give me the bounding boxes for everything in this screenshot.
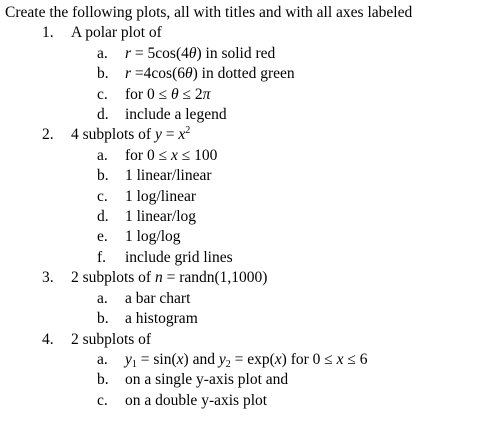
subtask-item: [5, 105, 501, 125]
text-fragment: on a single y-axis plot and: [125, 371, 289, 389]
task-text: [71, 269, 267, 286]
subtask-letter: b.: [97, 65, 109, 83]
subtask-letter: d.: [97, 208, 109, 226]
text-fragment: ) and: [183, 350, 219, 368]
text-fragment: include grid lines: [125, 248, 233, 266]
task-item-3: [5, 268, 501, 288]
text-fragment: include a legend: [125, 106, 227, 124]
text-fragment: ) for 0 ≤: [281, 350, 337, 368]
math-variable: θ: [188, 44, 197, 62]
subtask-item: [5, 248, 501, 268]
task-item-4: [5, 330, 501, 350]
subtask-text: [125, 290, 190, 307]
subtask-item: [5, 370, 501, 390]
math-exponent: 2: [185, 125, 191, 137]
math-variable: y: [218, 350, 226, 368]
task-item-1: [5, 23, 501, 43]
math-variable: y: [125, 350, 132, 368]
text-fragment: ) in dotted green: [192, 65, 295, 83]
subtask-letter: b.: [97, 371, 109, 389]
text-fragment: for 0 ≤: [125, 85, 171, 103]
subtask-item: [5, 166, 501, 186]
subtask-item: [5, 227, 501, 247]
text-fragment: 1 log/log: [125, 228, 181, 246]
subtask-text: [125, 106, 227, 123]
math-variable: π: [202, 85, 211, 103]
math-variable: y: [154, 126, 162, 144]
text-fragment: 2 subplots of: [71, 269, 155, 287]
subtask-letter: c.: [97, 187, 108, 205]
math-variable: θ: [185, 65, 193, 83]
subtask-item: [5, 44, 501, 64]
text-fragment: ) in solid red: [196, 44, 276, 62]
text-fragment: 4 subplots of: [71, 126, 155, 144]
subtask-letter: a.: [97, 289, 108, 307]
subtask-text: [125, 147, 217, 164]
subtask-item: [5, 289, 501, 309]
task-number: 4.: [42, 330, 54, 348]
math-variable: x: [176, 350, 184, 368]
subtask-letter: a.: [97, 44, 108, 62]
math-variable: r: [125, 65, 132, 83]
text-fragment: ≤ 2: [178, 85, 203, 103]
plot-task-list: [5, 23, 501, 411]
subtask-letter: b.: [97, 167, 109, 185]
math-variable: x: [178, 126, 186, 144]
subtask-text: [125, 208, 196, 225]
subtask-item: [5, 309, 501, 329]
subtask-item: [5, 207, 501, 227]
text-fragment: = 5cos(4: [131, 44, 189, 62]
subtask-letter: c.: [97, 391, 108, 409]
subtask-letter: a.: [97, 146, 108, 164]
subtask-item: [5, 64, 501, 84]
subtask-text: [125, 188, 196, 205]
subtask-text: [125, 371, 288, 388]
task-text: 2 subplots of: [71, 330, 152, 348]
subtask-letter: e.: [97, 228, 108, 246]
subtask-letter: d.: [97, 106, 109, 124]
subtask-text: [125, 249, 233, 266]
subtask-text: [125, 86, 210, 103]
subtask-item: [5, 187, 501, 207]
assignment-heading: Create the following plots, all with titles and with all axes labeled: [5, 4, 413, 21]
text-fragment: 1 log/linear: [125, 187, 197, 205]
subtask-text: [125, 65, 295, 82]
task-number: 3.: [42, 269, 54, 287]
math-variable: x: [170, 146, 178, 164]
task-item-2: [5, 125, 501, 145]
subtask-text: [125, 392, 267, 409]
subtask-letter: c.: [97, 85, 108, 103]
subtask-text: [125, 228, 181, 245]
text-fragment: ≤ 100: [177, 146, 218, 164]
subtask-text: [125, 167, 212, 184]
text-fragment: ≤ 6: [343, 350, 368, 368]
subtask-letter: b.: [97, 310, 109, 328]
subtask-item: [5, 350, 501, 370]
math-variable: r: [125, 44, 132, 62]
subtask-text: [125, 45, 275, 62]
math-variable: x: [336, 350, 344, 368]
task-number: 1.: [42, 24, 54, 42]
subtask-text: [125, 351, 368, 368]
text-fragment: = sin(: [136, 350, 177, 368]
subtask-item: [5, 146, 501, 166]
text-fragment: 1 linear/log: [125, 208, 197, 226]
task-number: 2.: [42, 126, 54, 144]
math-variable: θ: [170, 85, 179, 103]
task-text: A polar plot of: [71, 24, 162, 42]
text-fragment: a histogram: [125, 310, 198, 328]
text-fragment: for 0 ≤: [125, 146, 171, 164]
text-fragment: =4cos(6: [131, 65, 185, 83]
text-fragment: a bar chart: [125, 289, 191, 307]
math-subscript: 2: [225, 358, 231, 370]
subtask-text: [125, 310, 198, 327]
math-variable: n: [154, 269, 163, 287]
subtask-letter: f.: [97, 248, 107, 266]
task-text: [71, 126, 190, 143]
math-subscript: 1: [131, 358, 137, 370]
text-fragment: on a double y-axis plot: [125, 391, 268, 409]
subtask-item: [5, 85, 501, 105]
subtask-item: [5, 391, 501, 411]
text-fragment: = randn(1,1000): [162, 269, 268, 287]
text-fragment: 1 linear/linear: [125, 167, 212, 185]
subtask-letter: a.: [97, 350, 108, 368]
math-variable: x: [274, 350, 282, 368]
text-fragment: =: [161, 126, 179, 144]
text-fragment: = exp(: [230, 350, 275, 368]
